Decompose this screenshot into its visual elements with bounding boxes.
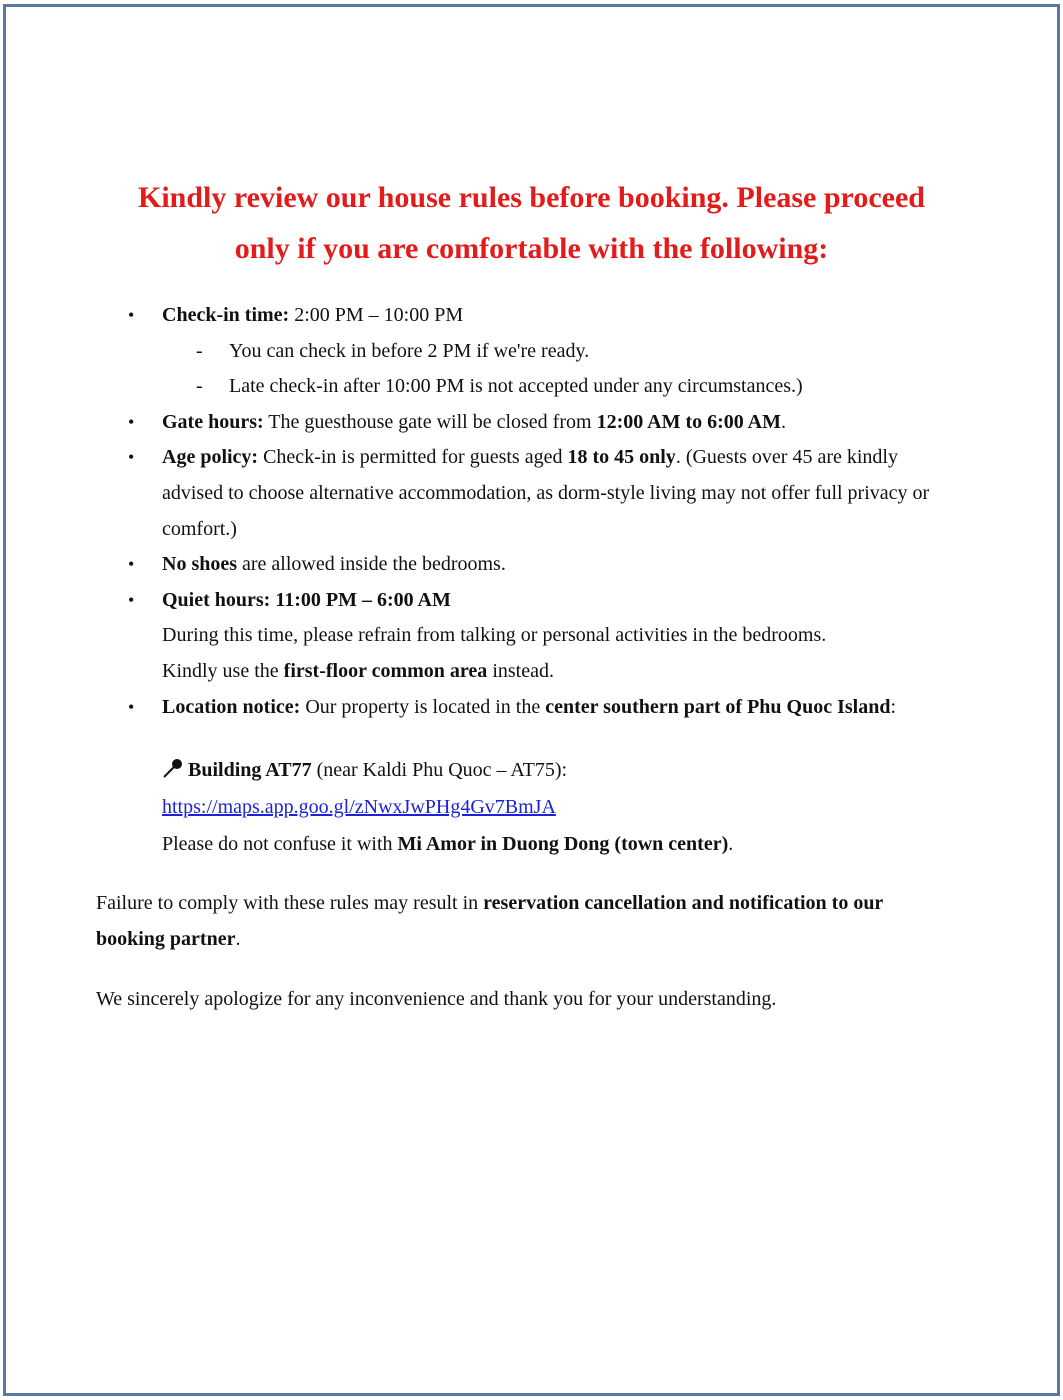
title-line-2: only if you are comfortable with the following: <box>234 232 829 265</box>
confuse-text: Please do not confuse it with <box>162 833 398 856</box>
building-detail: (near Kaldi Phu Quoc – AT75): <box>311 759 568 782</box>
quiet-bold: first-floor common area <box>283 659 488 682</box>
rule-label: Age policy: <box>162 446 259 469</box>
rule-location <box>96 690 956 726</box>
sub-item <box>162 334 956 370</box>
rules-list <box>96 298 956 725</box>
dash-icon: - <box>196 375 203 398</box>
bullet-icon: • <box>128 696 135 717</box>
rule-label: No shoes <box>162 553 238 576</box>
rule-text: 2:00 PM – 10:00 PM <box>289 304 464 326</box>
title-line-1: Kindly review our house rules before booking. Please proceed <box>138 181 925 214</box>
confuse-end: . <box>728 833 734 856</box>
bullet-icon: • <box>128 305 135 325</box>
rule-quiet <box>96 583 956 690</box>
bullet-icon: • <box>128 554 135 575</box>
rules-content <box>96 298 956 1018</box>
quiet-end: instead. <box>487 659 554 682</box>
building-line <box>162 752 956 789</box>
confuse-line <box>162 826 956 863</box>
location-block <box>96 752 956 863</box>
rule-text: Our property is located in the <box>300 695 546 718</box>
rule-label: Location notice: <box>162 695 301 718</box>
confuse-bold: Mi Amor in Duong Dong (town center) <box>397 833 729 856</box>
bullet-icon: • <box>128 447 135 468</box>
sub-item-text: You can check in before 2 PM if we're ready. <box>229 339 590 362</box>
rule-text: Check-in is permitted for guests aged <box>258 446 568 469</box>
building-name: Building AT77 <box>188 759 312 782</box>
rule-shoes <box>96 547 956 583</box>
rule-label: Check-in time: <box>162 304 290 326</box>
quiet-line-1: During this time, please refrain from talking or personal activities in the bedrooms. <box>162 624 827 647</box>
rule-bold: 12:00 AM to 6:00 AM <box>596 410 781 433</box>
apology-text: We sincerely apologize for any inconvenience and thank you for your understanding. <box>96 988 777 1011</box>
quiet-line-2: Kindly use the <box>162 659 284 682</box>
bullet-icon: • <box>128 411 135 432</box>
failure-end: . <box>235 927 241 950</box>
dash-icon: - <box>196 339 203 362</box>
map-link-line <box>162 789 956 826</box>
rule-bold: center southern part of Phu Quoc Island <box>545 695 891 718</box>
page-title <box>0 172 1063 274</box>
bullet-icon: • <box>128 589 135 610</box>
rule-bold: 18 to 45 only <box>567 446 676 469</box>
rule-end: : <box>890 695 897 718</box>
failure-bold: reservation cancellation and notification to our booking partner <box>96 892 883 950</box>
rule-age <box>96 440 956 547</box>
rule-checkin <box>96 298 956 405</box>
sub-item-text: Late check-in after 10:00 PM is not accepted under any circumstances.) <box>229 375 803 398</box>
map-link[interactable]: https://maps.app.goo.gl/zNwxJwPHg4Gv7BmJA <box>162 796 556 819</box>
rule-text: are allowed inside the bedrooms. <box>237 553 506 576</box>
rule-end: . <box>780 410 786 433</box>
pushpin-icon <box>162 754 184 774</box>
rule-label: Gate hours: <box>162 410 264 433</box>
sub-item <box>162 369 956 405</box>
rule-text: The guesthouse gate will be closed from <box>263 410 597 433</box>
failure-text: Failure to comply with these rules may result in <box>96 892 484 915</box>
failure-notice <box>96 886 956 957</box>
rule-end: . (Guests over 45 are kindly advised to choose alternative accommodation, as dorm-style living may not offer full privacy or comfort.) <box>162 446 930 540</box>
checkin-sublist <box>162 334 956 405</box>
rule-gate <box>96 405 956 441</box>
rule-label: Quiet hours: 11:00 PM – 6:00 AM <box>162 588 451 611</box>
